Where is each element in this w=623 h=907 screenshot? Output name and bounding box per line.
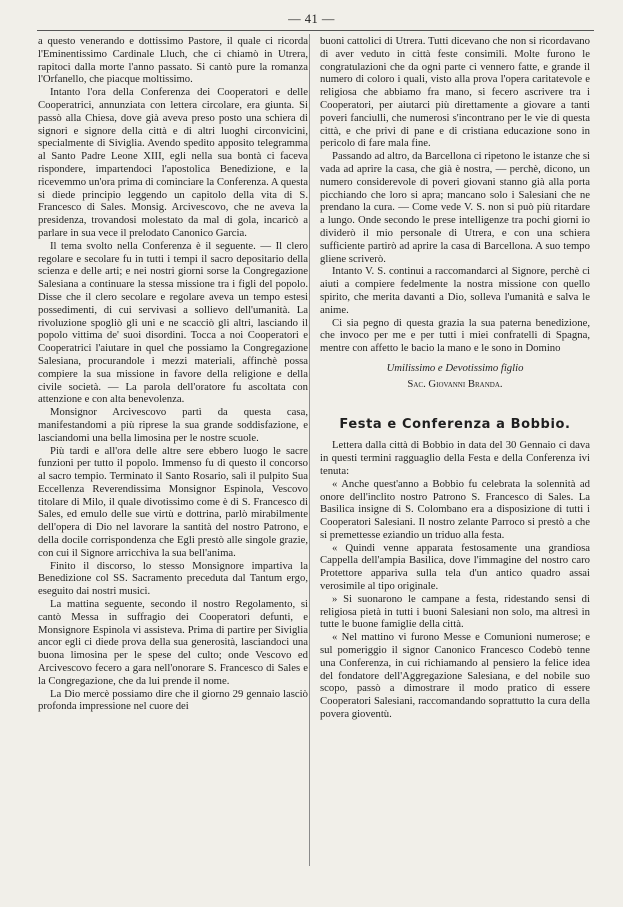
left-column (38, 35, 308, 713)
paragraph: Lettera dalla città di Bobbio in data del 30 Gennaio ci dava in questi termini ragguaglio della Festa e della Conferenza ivi tenuta: (320, 439, 590, 477)
paragraph: Ci sia pegno di questa grazia la sua paterna benedizione, che invoco per me e per tutti i miei confratelli di Spagna, mentre con affetto le bacio la mano e le sono in Domino (320, 316, 590, 355)
letter-signature (320, 362, 590, 391)
paragraph: Il tema svolto nella Conferenza è il seguente. — Il clero regolare e secolare fu in tutti i tempi il sacro depositario della scienza e delle arti; e nei nostri giorni sorse la Congregazione Salesiana a continuare la stessa missione tra i figli del popolo. Disse che il clero secolare e regolare aveva un tempo estesi possedimenti, di cui servivasi a sollievo dell'umanità. La rivoluzione spogliò gli uni e ne scacciò gli altri, lasciando il popolo vittima de' suoi disordini. Tocca a noi Cooperatori e Cooperatrici l'aiutare in quel che possiamo la Congregazione Salesiana, procurandole i mezzi materiali, affinchè possa compiere la sua missione in favore della religione e della civile società. — La parola dell'oratore fu ascoltata con attenzione e con alta benevolenza. (38, 239, 308, 406)
paragraph: Intanto l'ora della Conferenza dei Cooperatori e delle Cooperatrici, annunziata con lettera circolare, era giunta. Si passò alla Chiesa, dove già aveva preso posto una schiera di signori e signore della città e di altri luoghi circonvicini, specialmente di Siviglia. Avendo spedito apposito telegramma al Santo Padre Leone XIII, egli nella sua bontà ci faceva rispondere, impartendoci l'apostolica Benedizione, e la ricevemmo un'ora prima di cominciare la Conferenza. A questa si diede principio leggendo un capitolo della vita di S. Francesco di Sales. Monsig. Arcivescovo, che ne aveva la presidenza, trovandosi molestato da mal di gola, incaricò a parlare in sua vece il prelodato Canonico Garcia. (38, 86, 308, 239)
paragraph: « Nel mattino vi furono Messe e Comunioni numerose; e sul pomeriggio il signor Canonico Francesco Codebò tenne una Conferenza, in cui richiamando al pensiero la felice idea del fondatore dell'Aggregazione Salesiana, e del nobile suo scopo, passò a dimostrare il modo pratico di essere Cooperatori Salesiani, raccomandando soprattutto la cura della povera gioventù. (320, 631, 590, 721)
paragraph: La Dio mercè possiamo dire che il giorno 29 gennaio lasciò profonda impressione nel cuore dei (38, 687, 308, 713)
paragraph: Più tardi e all'ora delle altre sere ebbero luogo le sacre funzioni per tutto il popolo. Immenso fu di questo il concorso al sacro tempio. Terminato il Santo Rosario, salì il pulpito Sua Eccellenza Reverendissima Monsignor Espinola, Vescovo titolare di Milo, il quale divotissimo come è di S. Francesco di Sales, ed emulo delle sue virtù e dottrina, parlò mirabilmente dell'opera di Dio nel lavorare la santità del nostro Patrono, e della docile corrispondenza che Egli prestò alle singole grazie, con cui il Signore arricchiva la sua bell'anima. (38, 444, 308, 559)
signature-closing: Umilissimo e Devotissimo figlio (386, 361, 524, 374)
paragraph: buoni cattolici di Utrera. Tutti dicevano che non si ricordavano di aver veduto in città feste consimili. Molte furono le congratulazioni che da ogni parte ci vennero fatte, e grande il numero di coloro i quali, visto alla prova l'opera caritatevole e religiosa che abbiamo fra mano, si fecero ascrivere tra i Cooperatori, per aiutarci più direttamente a giovare a tanti poveri fanciulli, che numerosi s'incontrano per le vie di questa città, e che privi di pane e di cristiana educazione sono in pericolo di fare mala fine. (320, 35, 590, 150)
right-column (320, 35, 590, 721)
paragraph: Monsignor Arcivescovo partì da questa casa, manifestandomi a più riprese la sua grande soddisfazione, e lasciandomi una bella limosina per le nostre scuole. (38, 406, 308, 444)
column-divider (309, 34, 310, 866)
paragraph: Finito il discorso, lo stesso Monsignore impartiva la Benedizione col SS. Sacramento preceduta dal Tantum ergo, eseguito dai nostri musici. (38, 559, 308, 598)
paragraph: Passando ad altro, da Barcellona ci ripetono le istanze che si vada ad aprire la casa, che già è nostra, — perchè, dicono, un numero considerevole di poveri giovani stanno già alla porta picchiando che loro si apra; mancano solo i Salesiani che ne prendano la cura. — Come vede V. S. non si può più ritardare a lungo. Onde secondo le prese intelligenze tra pochi giorni io dividerò il mio personale di Utrera, e con una schiera sufficiente partirò ad aprire la casa di Barcellona. A suo tempo gliene scriverò. (320, 150, 590, 265)
paragraph: « Quindi venne apparata festosamente una grandiosa Cappella dell'ampia Basilica, dove l'immagine del nostro caro Protettore appariva sulla tela d'un antico quadro assai verosimile al tipo originale. (320, 541, 590, 593)
signature-name: Sac. Giovanni Branda. (407, 377, 503, 390)
paragraph: La mattina seguente, secondo il nostro Regolamento, si cantò Messa in suffragio dei Cooperatori defunti, e Monsignore Espinola vi assisteva. Prima di partire per Siviglia ancor egli ci diede prova della sua generosità, lasciandoci una buona limosina per le spese del culto; onde Vescovo ed Arcivescovo fecero a gara nell'onorare S. Francesco di Sales e la Congregazione, che da lui prende il nome. (38, 598, 308, 687)
paragraph: « Anche quest'anno a Bobbio fu celebrata la solennità ad onore dell'inclito nostro Patrono S. Francesco di Sales. La Basilica insigne di S. Colombano era a disposizione di tutti i Cooperatori Salesiani. Il nostro zelante Parroco si prestò a che si premettesse eziandio un triduo alla festa. (320, 477, 590, 541)
section-title: Festa e Conferenza a Bobbio. (339, 416, 571, 432)
page-number: — 41 — (288, 12, 335, 26)
paragraph: a questo venerando e dottissimo Pastore, il quale ci ricorda l'Eminentissimo Cardinale Lluch, che ci chiamò in Utrera, rapitoci dalla morte l'anno passato. Si cantò pure la romanza l'Orfanello, che piacque moltissimo. (38, 35, 308, 86)
header-rule (37, 30, 594, 31)
paragraph: » Si suonarono le campane a festa, ridestando sensi di religiosa pietà in tutti i buoni Salesiani non solo, ma altresì in tutte le buone famiglie della città. (320, 592, 590, 631)
paragraph: Intanto V. S. continui a raccomandarci al Signore, perchè ci aiuti a compiere fedelmente la nostra missione con quello spirito, che merita davanti a Dio, solleva l'umanità e salva le anime. (320, 265, 590, 316)
